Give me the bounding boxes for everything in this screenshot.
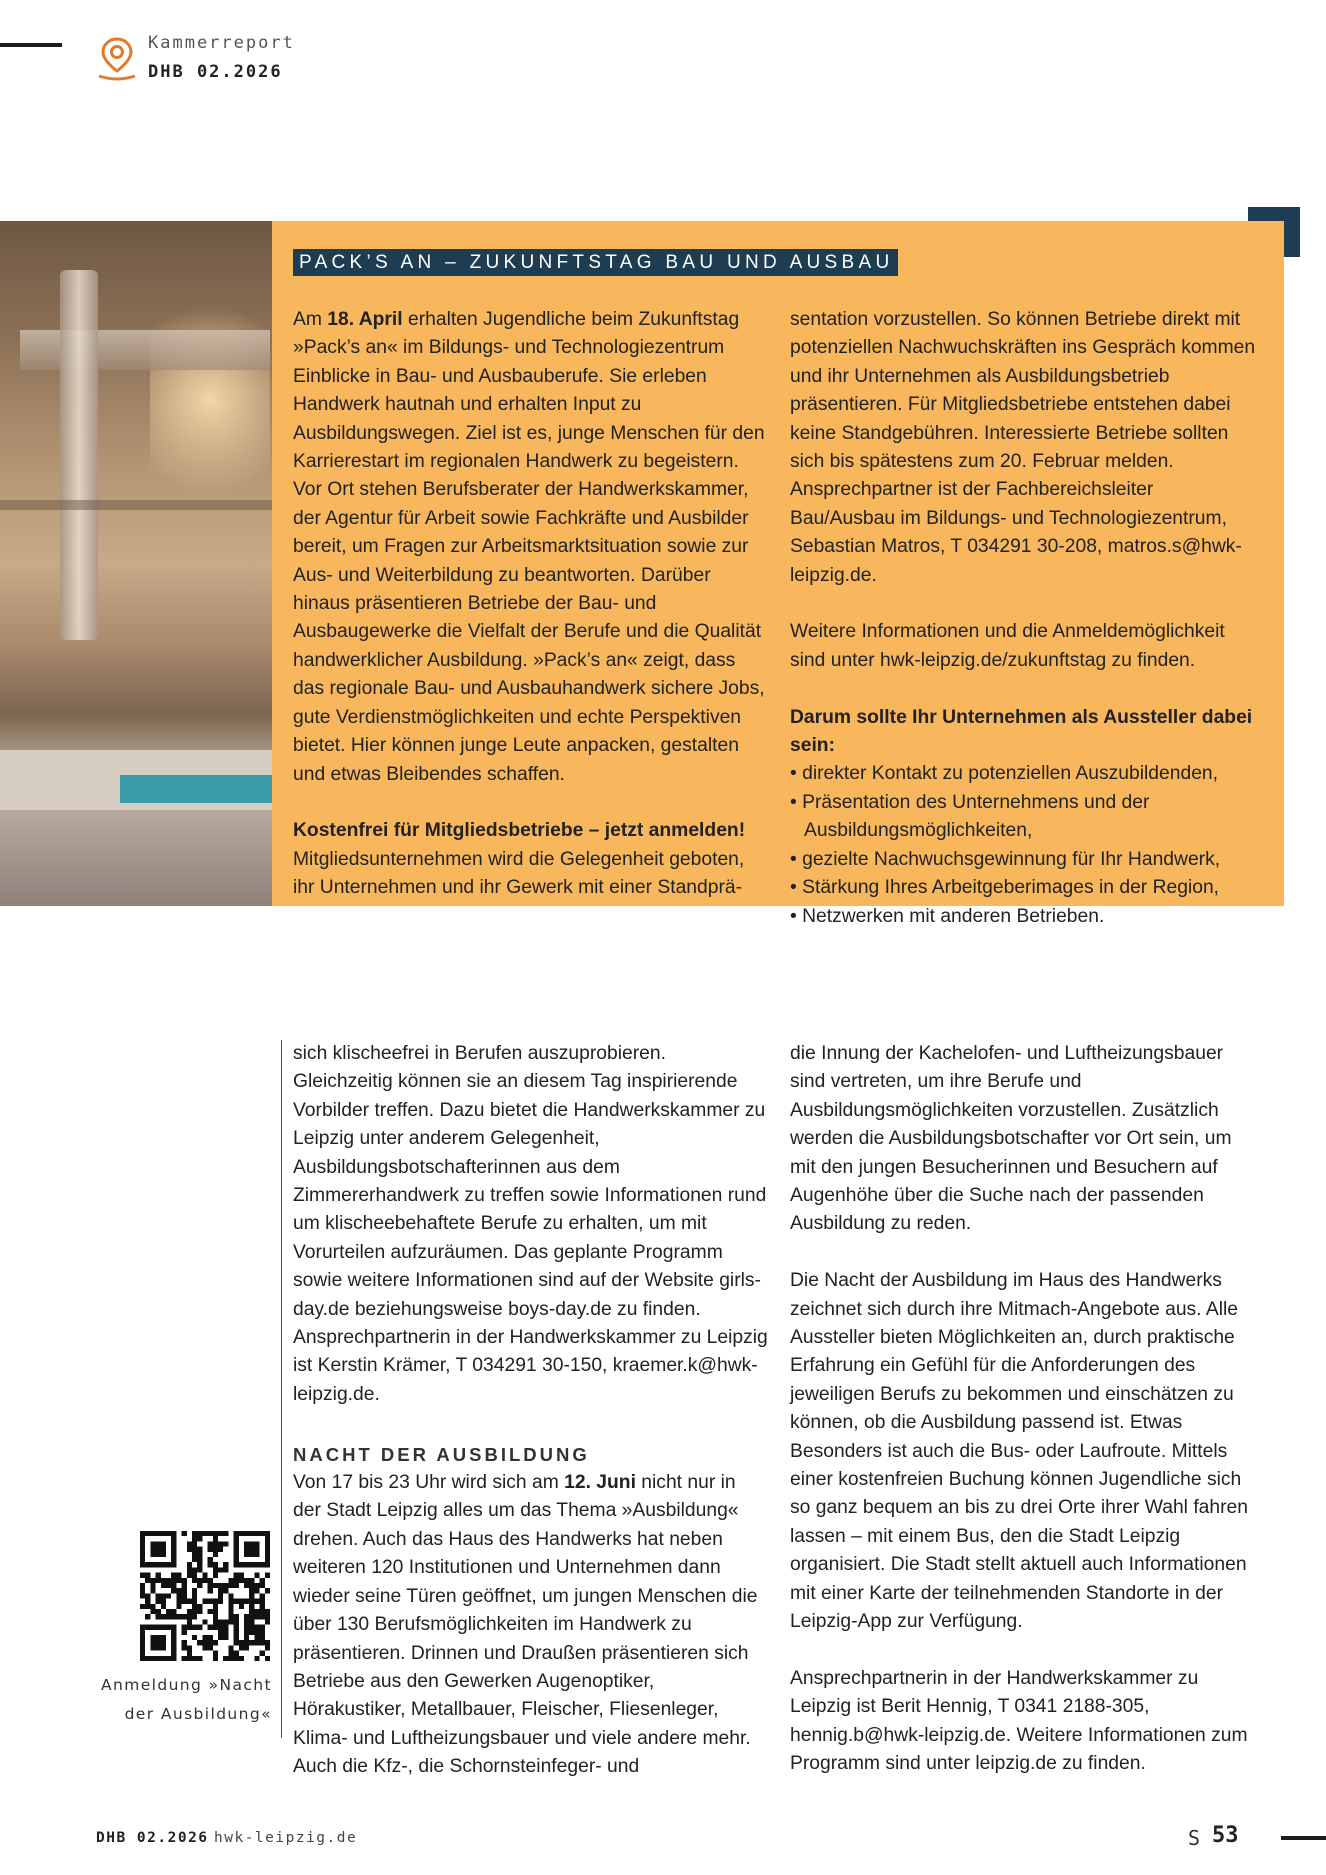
reasons-heading: Darum sollte Ihr Unternehmen als Aussteller dabei sein:: [790, 706, 1253, 757]
event-date: 18. April: [327, 309, 403, 330]
contact-paragraph: Ansprechpartnerin in der Handwerkskammer zu Leipzig ist Berit Hennig, T 0341 2188-305, hennig.b@hwk-leipzig.de. Weitere Informationen zum Programm sind unter leipzig.de zu finden.: [790, 1667, 1248, 1775]
more-info-text: Weitere Informationen und die Anmeldemöglichkeit sind unter hwk-leipzig.de/zukunftstag zu finden.: [790, 621, 1225, 671]
photo-pipe: [60, 270, 98, 640]
nacht-paragraph: Von 17 bis 23 Uhr wird sich am 12. Juni nicht nur in der Stadt Leipzig alles um das Thema »Ausbildung« drehen. Auch das Haus des Handwerks hat neben weiteren 120 Institutionen und Unternehmen dann wieder seine Türen geöffnet, um jungen Menschen die über 130 Berufsmöglichkeiten im Handwerk zu präsentieren. Drinnen und Draußen präsentieren sich Betriebe aus den Gewerken Augenoptiker, Hörakustiker, Metallbauer, Fleischer, Fliesenleger, Klima- und Luftheizungsbauer und viele andere mehr. Auch die Kfz-, die Schornsteinfeger- und: [293, 1472, 758, 1778]
photo-light: [150, 280, 270, 520]
info-box-column-right: [790, 306, 1262, 931]
mitmach-paragraph: Die Nacht der Ausbildung im Haus des Handwerks zeichnet sich durch ihre Mitmach-Angebote aus. Alle Aussteller bieten Möglichkeiten an, durch praktische Erfahrung ein Gefühl für die Anforderungen des jeweiligen Berufs zu bekommen und einschätzen zu können, ob die Ausbildung passend ist. Etwas Besonders ist auch die Bus- oder Laufroute. Mittels einer kostenfreien Buchung können Jugendliche sich so ganz bequem an bis zu drei Orte ihrer Wahl fahren lassen – mit einem Bus, den die Stadt Leipzig organisiert. Die Stadt stellt aktuell auch Informationen mit einer Karte der teilnehmenden Standorte in der Leipzig-App zur Verfügung.: [790, 1270, 1248, 1633]
reasons-list: [790, 760, 1262, 930]
info-box-column-left: [293, 306, 765, 903]
page-prefix: S: [1188, 1826, 1201, 1850]
list-item: • direkter Kontakt zu potenziellen Auszubildenden,: [790, 760, 1262, 788]
section-label: Kammerreport: [148, 33, 295, 53]
article-column-right: [790, 1040, 1262, 1779]
photo-shelf: [0, 500, 272, 510]
list-item: • Präsentation des Unternehmens und der Ausbildungsmöglichkeiten,: [790, 789, 1262, 846]
footer-url: hwk-leipzig.de: [214, 1830, 358, 1846]
intro-paragraph: Am 18. April erhalten Jugendliche beim Zukunftstag »Pack’s an« im Bildungs- und Technologiezentrum Einblicke in Bau- und Ausbauberufe. Sie erleben Handwerk hautnah und erhalten Input zu Ausbildungswegen. Ziel ist es, junge Menschen für den Karrierestart im regionalen Handwerk zu begeistern. Vor Ort stehen Berufsberater der Handwerkskammer, der Agentur für Arbeit sowie Fachkräfte und Ausbilder bereit, um Fragen zur Arbeitsmarktsituation sowie zur Aus- und Weiterbildung zu beantworten. Darüber hinaus präsentieren Betriebe der Bau- und Ausbaugewerke die Vielfalt der Berufe und die Qualität handwerklicher Ausbildung. »Pack’s an« zeigt, dass das regionale Bau- und Ausbauhandwerk sichere Jobs, gute Verdienstmöglichkeiten und echte Perspektiven bietet. Hier können junge Leute anpacken, gestalten und etwas Bleibendes schaffen.: [293, 309, 765, 785]
member-text: Mitgliedsunternehmen wird die Gelegenheit geboten, ihr Unternehmen und ihr Gewerk mit einer Standprä-: [293, 848, 745, 899]
photo-floor: [0, 810, 272, 906]
innung-paragraph: die Innung der Kachelofen- und Luftheizungsbauer sind vertreten, um ihre Berufe und Ausbildungsmöglichkeiten vorzustellen. Zusätzlich werden die Ausbildungsbotschafter vor Ort sein, um mit den jungen Besucherinnen und Besuchern auf Augenhöhe über die Suche nach der passenden Ausbildung zu reden.: [790, 1043, 1232, 1235]
section-heading: NACHT DER AUSBILDUNG: [293, 1443, 590, 1465]
list-item: • Stärkung Ihres Arbeitgeberimages in der Region,: [790, 874, 1262, 902]
girls-boys-day-paragraph: sich klischeefrei in Berufen auszuprobieren. Gleichzeitig können sie an diesem Tag inspirierende Vorbilder treffen. Dazu bietet die Handwerkskammer zu Leipzig unter anderem Gelegenheit, Ausbildungsbotschafterinnen aus dem Zimmererhandwerk zu treffen sowie Informationen rund um klischeebehaftete Berufe zu erhalten, um mit Vorurteilen aufzuräumen. Das geplante Programm sowie weitere Informationen sind auf der Website girls-day.de beziehungsweise boys-day.de zu finden. Ansprechpartnerin in der Handwerkskammer zu Leipzig ist Kerstin Krämer, T 034291 30-150, kraemer.k@hwk-leipzig.de.: [293, 1043, 768, 1405]
photo-duct: [20, 330, 270, 370]
article-column-left: [293, 1040, 768, 1782]
column-divider: [281, 1040, 282, 1738]
location-pin-icon: [96, 36, 138, 82]
list-item: • gezielte Nachwuchsgewinnung für Ihr Handwerk,: [790, 846, 1262, 874]
member-text-continued: sentation vorzustellen. So können Betriebe direkt mit potenziellen Nachwuchskräften ins Gespräch kommen und ihr Unternehmen als Ausbildungsbetrieb präsentieren. Für Mitgliedsbetriebe entstehen dabei keine Standgebühren. Interessierte Betriebe sollten sich bis spätestens zum 20. Februar melden. Ansprechpartner ist der Fachbereichsleiter Bau/Ausbau im Bildungs- und Technologiezentrum, Sebastian Matros, T 034291 30-208, matros.s@hwk-leipzig.de.: [790, 309, 1256, 586]
info-box-title: PACK’S AN – ZUKUNFTSTAG BAU UND AUSBAU: [293, 249, 898, 276]
qr-caption: Anmeldung »Nacht der Ausbildung«: [100, 1676, 272, 1723]
header-rule: [0, 43, 62, 47]
footer-rule: [1281, 1836, 1326, 1840]
issue-label: DHB 02.2026: [148, 62, 283, 82]
qr-code[interactable]: [140, 1531, 270, 1661]
member-subhead: Kostenfrei für Mitgliedsbetriebe – jetzt anmelden!: [293, 820, 746, 842]
footer-issue: DHB 02.2026: [96, 1830, 209, 1846]
event-date: 12. Juni: [564, 1472, 636, 1494]
page-number: 53: [1212, 1823, 1239, 1848]
list-item: • Netzwerken mit anderen Betrieben.: [790, 903, 1262, 931]
photo-machine: [120, 775, 272, 803]
